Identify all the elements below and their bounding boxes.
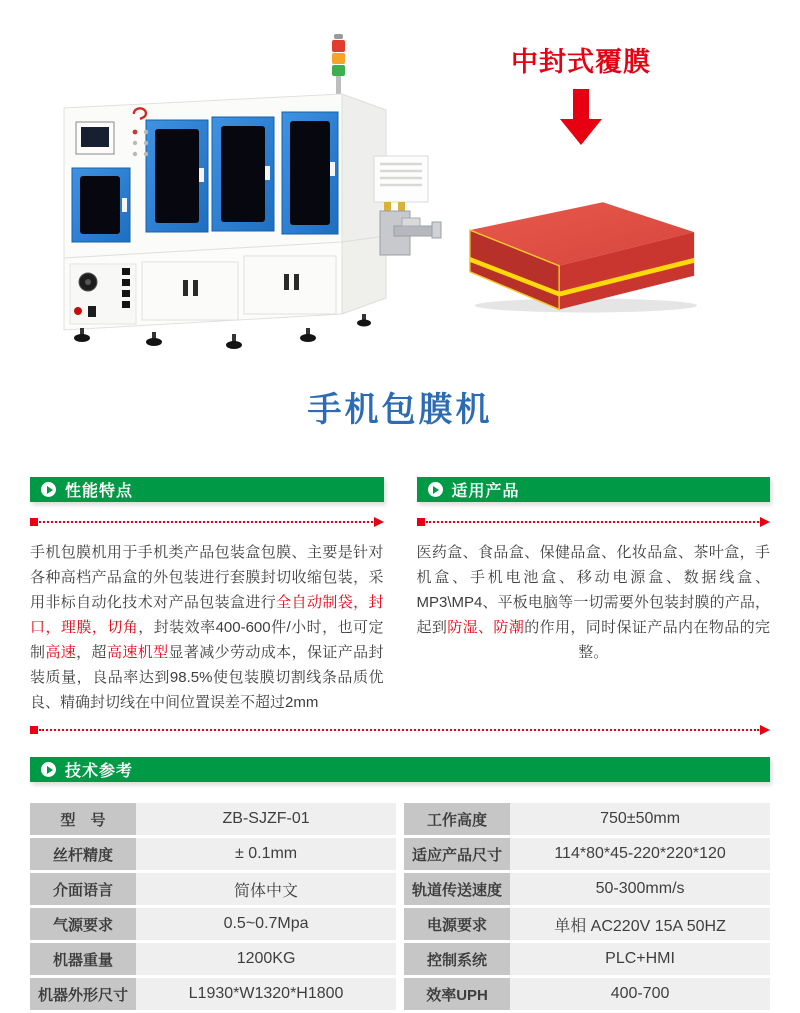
spec-label: 丝杆精度 [30, 838, 136, 870]
spec-label: 效率UPH [404, 978, 510, 1010]
table-row [30, 943, 396, 975]
table-row [30, 803, 396, 835]
products-paragraph [417, 540, 771, 665]
table-row [30, 838, 396, 870]
rule-arrow-icon [760, 725, 770, 735]
film-type-label: 中封式覆膜 [511, 47, 651, 77]
spec-value: PLC+HMI [510, 943, 770, 975]
rule-dotted-line [39, 521, 373, 523]
highlighted-text: 防湿、防潮 [447, 619, 525, 636]
rule-square-icon [30, 726, 38, 734]
spec-label: 气源要求 [30, 908, 136, 940]
spec-label: 型 号 [30, 803, 136, 835]
spec-label: 轨道传送速度 [404, 873, 510, 905]
specs-heading: 技术参考 [65, 763, 134, 780]
spec-value: 50-300mm/s [510, 873, 770, 905]
play-circle-icon [428, 482, 443, 497]
hero-right-column [438, 40, 724, 321]
highlighted-text: 高速机型 [106, 644, 169, 661]
highlighted-text: 全自动制袋，封口，理膜，切角 [30, 594, 384, 636]
section-features [30, 477, 384, 715]
dotted-rule [30, 517, 384, 527]
down-arrow-icon [560, 89, 602, 145]
rule-arrow-icon [374, 517, 384, 527]
spec-value: ZB-SJZF-01 [136, 803, 396, 835]
table-row [30, 978, 396, 1010]
down-arrow-wrap [438, 89, 724, 150]
spec-value: 750±50mm [510, 803, 770, 835]
spec-label: 机器外形尺寸 [30, 978, 136, 1010]
spec-table-left [30, 803, 396, 1013]
table-row [404, 873, 770, 905]
spec-tables [30, 803, 770, 1013]
rule-dotted-line [39, 729, 759, 731]
rule-arrow-icon [760, 517, 770, 527]
product-box-image [452, 166, 710, 316]
section-products [417, 477, 771, 715]
play-circle-icon [41, 482, 56, 497]
spec-value: 0.5~0.7Mpa [136, 908, 396, 940]
body-text: ，封装效率400-600件/小时，也可定制 [30, 619, 384, 661]
table-row [30, 908, 396, 940]
highlighted-text: 高速 [45, 644, 77, 661]
table-row [404, 943, 770, 975]
spec-label: 适应产品尺寸 [404, 838, 510, 870]
features-header-bar [30, 477, 384, 502]
spec-label: 控制系统 [404, 943, 510, 975]
features-paragraph [30, 540, 384, 715]
spec-value: 简体中文 [136, 873, 396, 905]
rule-square-icon [30, 518, 38, 526]
page-title: 手机包膜机 [307, 391, 493, 429]
hero-section [0, 0, 800, 362]
body-text: 医药盒、食品盒、保健品盒、化妆品盒、茶叶盒，手机盒、手机电池盒、移动电源盒、数据线盒、MP3\MP4、平板电脑等一切需要外包装封膜的产品，起到 [416, 544, 770, 636]
spec-label: 机器重量 [30, 943, 136, 975]
spec-value: L1930*W1320*H1800 [136, 978, 396, 1010]
dotted-rule-full [30, 725, 770, 735]
spec-value: 400-700 [510, 978, 770, 1010]
spec-label: 工作高度 [404, 803, 510, 835]
table-row [404, 978, 770, 1010]
table-row [404, 908, 770, 940]
products-header-bar [417, 477, 771, 502]
body-text: 显著减少劳动成本，保证产品封装质量，良品率达到98.5%使包装膜切割线条品质优良、精确封切线在中间位置误差不超过2mm [30, 644, 384, 711]
spec-value: 单相 AC220V 15A 50HZ [510, 908, 770, 940]
machine-photo [42, 30, 442, 355]
specs-header-bar [30, 757, 770, 782]
spec-table-right [404, 803, 770, 1013]
two-column-sections [0, 477, 800, 715]
spec-label: 电源要求 [404, 908, 510, 940]
table-row [404, 803, 770, 835]
spec-value: ± 0.1mm [136, 838, 396, 870]
spec-value: 114*80*45-220*220*120 [510, 838, 770, 870]
dotted-rule [417, 517, 771, 527]
body-text: ，超 [76, 644, 107, 661]
rule-square-icon [417, 518, 425, 526]
table-row [30, 873, 396, 905]
spec-value: 1200KG [136, 943, 396, 975]
table-row [404, 838, 770, 870]
products-heading: 适用产品 [451, 483, 520, 500]
product-box-wrap [438, 166, 724, 321]
body-text: 手机包膜机用于手机类产品包装盒包膜、主要是针对各种高档产品盒的外包装进行套膜封切收缩包装，采用非标自动化技术对产品包装盒进行 [30, 544, 384, 611]
spec-label: 介面语言 [30, 873, 136, 905]
features-heading: 性能特点 [65, 483, 134, 500]
rule-dotted-line [426, 521, 760, 523]
play-circle-icon [41, 762, 56, 777]
body-text: 的作用，同时保证产品内在物品的完整。 [524, 619, 770, 661]
